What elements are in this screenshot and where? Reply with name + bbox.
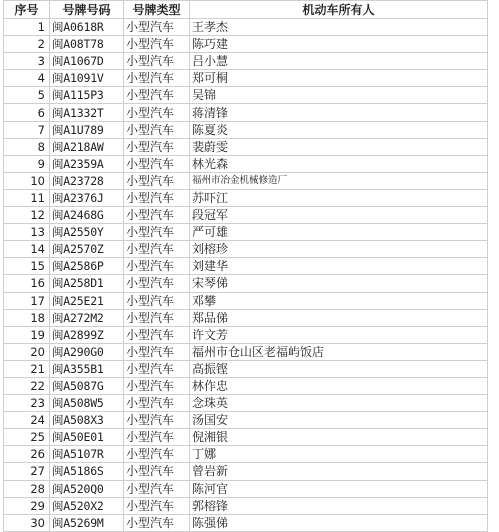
table-row	[4, 309, 488, 326]
row-serial-cell: 3	[4, 53, 50, 70]
row-serial-cell: 8	[4, 138, 50, 155]
table-row	[4, 172, 488, 189]
row-type-cell: 小型汽车	[124, 429, 190, 446]
row-owner-cell: 林光森	[190, 155, 488, 172]
row-type-cell: 小型汽车	[124, 70, 190, 87]
table-row	[4, 480, 488, 497]
row-plate-cell: 闽A08T78	[50, 36, 124, 53]
table-row	[4, 224, 488, 241]
row-type-cell: 小型汽车	[124, 241, 190, 258]
row-serial-cell: 30	[4, 514, 50, 531]
row-type-cell: 小型汽车	[124, 138, 190, 155]
row-type-cell: 小型汽车	[124, 104, 190, 121]
table-row	[4, 241, 488, 258]
row-plate-cell: 闽A2586P	[50, 258, 124, 275]
row-plate-cell: 闽A2359A	[50, 155, 124, 172]
row-owner-cell: 林作忠	[190, 377, 488, 394]
row-type-cell: 小型汽车	[124, 121, 190, 138]
row-owner-cell: 裴蔚雯	[190, 138, 488, 155]
row-plate-cell: 闽A2468G	[50, 207, 124, 224]
table-row	[4, 275, 488, 292]
row-owner-cell: 高振铿	[190, 360, 488, 377]
row-serial-cell: 18	[4, 309, 50, 326]
row-type-cell: 小型汽车	[124, 155, 190, 172]
row-type-cell: 小型汽车	[124, 258, 190, 275]
row-serial-cell: 22	[4, 377, 50, 394]
row-type-cell: 小型汽车	[124, 53, 190, 70]
row-owner-cell: 刘榕珍	[190, 241, 488, 258]
table-row	[4, 446, 488, 463]
table-row	[4, 87, 488, 104]
row-plate-cell: 闽A520Q0	[50, 480, 124, 497]
row-serial-cell: 27	[4, 463, 50, 480]
table-row	[4, 36, 488, 53]
table-row	[4, 429, 488, 446]
row-serial-cell: 7	[4, 121, 50, 138]
row-owner-cell: 严可雄	[190, 224, 488, 241]
table-row	[4, 104, 488, 121]
row-serial-cell: 23	[4, 395, 50, 412]
row-serial-cell: 2	[4, 36, 50, 53]
row-plate-cell: 闽A1332T	[50, 104, 124, 121]
row-plate-cell: 闽A5087G	[50, 377, 124, 394]
header-plate-type: 号牌类型	[124, 1, 190, 19]
row-owner-cell: 倪湘银	[190, 429, 488, 446]
table-row	[4, 53, 488, 70]
row-serial-cell: 15	[4, 258, 50, 275]
row-owner-cell: 曾岩新	[190, 463, 488, 480]
row-type-cell: 小型汽车	[124, 412, 190, 429]
row-plate-cell: 闽A50E01	[50, 429, 124, 446]
table-row	[4, 360, 488, 377]
row-serial-cell: 26	[4, 446, 50, 463]
row-type-cell: 小型汽车	[124, 224, 190, 241]
row-plate-cell: 闽A2550Y	[50, 224, 124, 241]
row-type-cell: 小型汽车	[124, 463, 190, 480]
row-owner-cell: 汤国安	[190, 412, 488, 429]
table-row	[4, 497, 488, 514]
row-plate-cell: 闽A508W5	[50, 395, 124, 412]
table-row	[4, 463, 488, 480]
table-row	[4, 292, 488, 309]
row-serial-cell: 11	[4, 189, 50, 206]
row-serial-cell: 10	[4, 172, 50, 189]
table-row	[4, 121, 488, 138]
table-row	[4, 343, 488, 360]
row-type-cell: 小型汽车	[124, 497, 190, 514]
row-owner-cell: 刘建华	[190, 258, 488, 275]
row-type-cell: 小型汽车	[124, 360, 190, 377]
table-row	[4, 514, 488, 531]
table-row	[4, 326, 488, 343]
row-plate-cell: 闽A272M2	[50, 309, 124, 326]
row-type-cell: 小型汽车	[124, 292, 190, 309]
table-row	[4, 189, 488, 206]
row-owner-cell: 陈夏炎	[190, 121, 488, 138]
row-serial-cell: 16	[4, 275, 50, 292]
row-serial-cell: 24	[4, 412, 50, 429]
row-type-cell: 小型汽车	[124, 395, 190, 412]
row-type-cell: 小型汽车	[124, 309, 190, 326]
row-owner-cell: 郭榕锋	[190, 497, 488, 514]
table-row	[4, 412, 488, 429]
row-owner-cell: 蒋清锋	[190, 104, 488, 121]
row-serial-cell: 1	[4, 19, 50, 36]
row-serial-cell: 29	[4, 497, 50, 514]
row-plate-cell: 闽A355B1	[50, 360, 124, 377]
table-row	[4, 258, 488, 275]
row-type-cell: 小型汽车	[124, 480, 190, 497]
row-owner-cell: 念珠英	[190, 395, 488, 412]
row-owner-cell: 福州市冶金机械修造厂	[190, 172, 488, 189]
row-serial-cell: 21	[4, 360, 50, 377]
row-owner-cell: 吕小慧	[190, 53, 488, 70]
vehicle-owner-table	[3, 0, 488, 532]
row-plate-cell: 闽A1067D	[50, 53, 124, 70]
row-plate-cell: 闽A290G0	[50, 343, 124, 360]
row-serial-cell: 19	[4, 326, 50, 343]
row-owner-cell: 福州市仓山区老福屿饭店	[190, 343, 488, 360]
row-type-cell: 小型汽车	[124, 189, 190, 206]
row-owner-cell: 丁娜	[190, 446, 488, 463]
row-type-cell: 小型汽车	[124, 446, 190, 463]
table-row	[4, 207, 488, 224]
row-type-cell: 小型汽车	[124, 377, 190, 394]
row-owner-cell: 苏吓江	[190, 189, 488, 206]
row-owner-cell: 郑品俤	[190, 309, 488, 326]
row-owner-cell: 邓攀	[190, 292, 488, 309]
table-row	[4, 138, 488, 155]
row-type-cell: 小型汽车	[124, 343, 190, 360]
row-serial-cell: 28	[4, 480, 50, 497]
row-type-cell: 小型汽车	[124, 87, 190, 104]
row-owner-cell: 吴锦	[190, 87, 488, 104]
row-plate-cell: 闽A1091V	[50, 70, 124, 87]
row-plate-cell: 闽A2570Z	[50, 241, 124, 258]
row-plate-cell: 闽A5186S	[50, 463, 124, 480]
header-serial: 序号	[4, 1, 50, 19]
row-serial-cell: 12	[4, 207, 50, 224]
row-type-cell: 小型汽车	[124, 207, 190, 224]
row-owner-cell: 段冠军	[190, 207, 488, 224]
row-plate-cell: 闽A2376J	[50, 189, 124, 206]
table-row	[4, 19, 488, 36]
row-serial-cell: 4	[4, 70, 50, 87]
row-plate-cell: 闽A5107R	[50, 446, 124, 463]
row-owner-cell: 王孝杰	[190, 19, 488, 36]
table-row	[4, 377, 488, 394]
row-type-cell: 小型汽车	[124, 275, 190, 292]
row-type-cell: 小型汽车	[124, 514, 190, 531]
row-plate-cell: 闽A520X2	[50, 497, 124, 514]
row-serial-cell: 17	[4, 292, 50, 309]
row-plate-cell: 闽A0618R	[50, 19, 124, 36]
row-type-cell: 小型汽车	[124, 172, 190, 189]
row-serial-cell: 6	[4, 104, 50, 121]
row-owner-cell: 宋琴俤	[190, 275, 488, 292]
row-plate-cell: 闽A218AW	[50, 138, 124, 155]
row-type-cell: 小型汽车	[124, 36, 190, 53]
row-serial-cell: 14	[4, 241, 50, 258]
row-plate-cell: 闽A23728	[50, 172, 124, 189]
row-owner-cell: 陈河官	[190, 480, 488, 497]
row-serial-cell: 25	[4, 429, 50, 446]
row-plate-cell: 闽A5269M	[50, 514, 124, 531]
row-owner-cell: 许文芳	[190, 326, 488, 343]
row-plate-cell: 闽A1U789	[50, 121, 124, 138]
row-serial-cell: 13	[4, 224, 50, 241]
row-serial-cell: 20	[4, 343, 50, 360]
row-type-cell: 小型汽车	[124, 326, 190, 343]
table-row	[4, 155, 488, 172]
row-serial-cell: 9	[4, 155, 50, 172]
row-owner-cell: 郑可桐	[190, 70, 488, 87]
table-row	[4, 70, 488, 87]
table-row	[4, 395, 488, 412]
row-plate-cell: 闽A115P3	[50, 87, 124, 104]
header-row	[4, 1, 488, 19]
row-plate-cell: 闽A508X3	[50, 412, 124, 429]
row-plate-cell: 闽A258D1	[50, 275, 124, 292]
row-plate-cell: 闽A25E21	[50, 292, 124, 309]
row-owner-cell: 陈巧建	[190, 36, 488, 53]
row-plate-cell: 闽A2899Z	[50, 326, 124, 343]
row-serial-cell: 5	[4, 87, 50, 104]
header-plate-number: 号牌号码	[50, 1, 124, 19]
header-owner: 机动车所有人	[190, 1, 488, 19]
row-owner-cell: 陈强俤	[190, 514, 488, 531]
row-type-cell: 小型汽车	[124, 19, 190, 36]
